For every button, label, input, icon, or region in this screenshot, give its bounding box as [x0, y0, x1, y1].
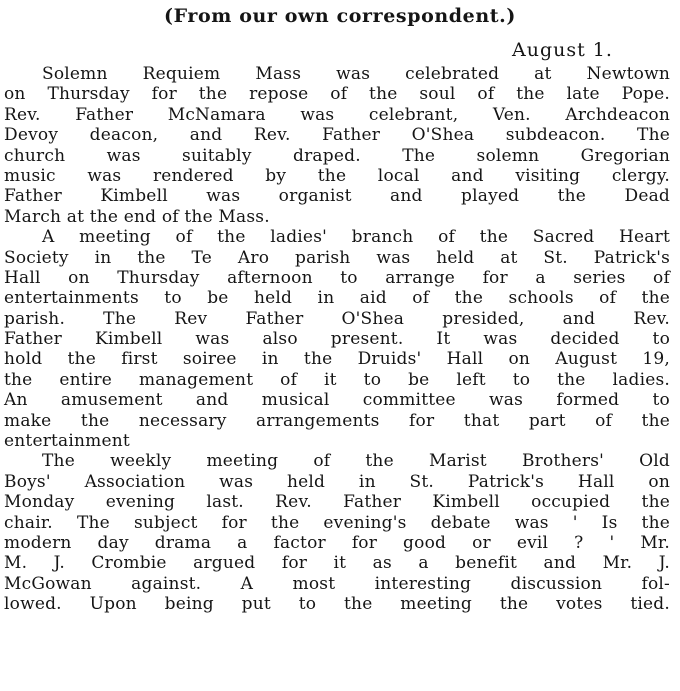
article-line: on Thursday for the repose of the soul of the late Pope.: [4, 84, 670, 105]
article-line: lowed. Upon being put to the meeting the votes tied.: [4, 594, 670, 615]
article-line: Father Kimbell was also present. It was decided to: [4, 329, 670, 350]
article-line: Solemn Requiem Mass was celebrated at Newtown: [42, 64, 670, 84]
article-line: March at the end of the Mass.: [4, 206, 270, 227]
article-line: Father Kimbell was organist and played the Dead: [4, 186, 670, 207]
article-line: make the necessary arrangements for that part of the: [4, 410, 670, 431]
article-line: Devoy deacon, and Rev. Father O'Shea subdeacon. The: [4, 125, 670, 146]
article-line: McGowan against. A most interesting discussion fol-: [4, 573, 670, 594]
article-line: Hall on Thursday afternoon to arrange for a series of: [4, 267, 670, 288]
article-line: Society in the Te Aro parish was held at St. Patrick's: [4, 247, 670, 268]
article-line: M. J. Crombie argued for it as a benefit and Mr. J.: [4, 553, 670, 574]
article-body: [4, 64, 670, 615]
article-line: parish. The Rev Father O'Shea presided, and Rev.: [4, 308, 670, 329]
article-line: The weekly meeting of the Marist Brothers' Old: [42, 451, 670, 472]
article-line: Rev. Father McNamara was celebrant, Ven. Archdeacon: [4, 104, 670, 125]
article-line: Monday evening last. Rev. Father Kimbell occupied the: [4, 492, 670, 513]
article-line: music was rendered by the local and visiting clergy.: [4, 165, 670, 186]
article-line: entertainments to be held in aid of the schools of the: [4, 288, 670, 309]
article-dateline: August 1.: [512, 39, 613, 61]
article-line: church was suitably draped. The solemn Gregorian: [4, 145, 670, 166]
article-line: the entire management of it to be left to the ladies.: [4, 369, 670, 390]
article-line: hold the first soiree in the Druids' Hall on August 19,: [4, 349, 670, 370]
article-line: modern day drama a factor for good or evil ? ' Mr.: [4, 532, 670, 553]
article-line: chair. The subject for the evening's debate was ' Is the: [4, 512, 670, 533]
article-byline: (From our own correspondent.): [164, 5, 516, 27]
article-line: entertainment: [4, 431, 130, 452]
article-line: An amusement and musical committee was formed to: [4, 390, 670, 411]
article-line: Boys' Association was held in St. Patrick's Hall on: [4, 471, 670, 492]
article-line: A meeting of the ladies' branch of the Sacred Heart: [42, 227, 670, 248]
